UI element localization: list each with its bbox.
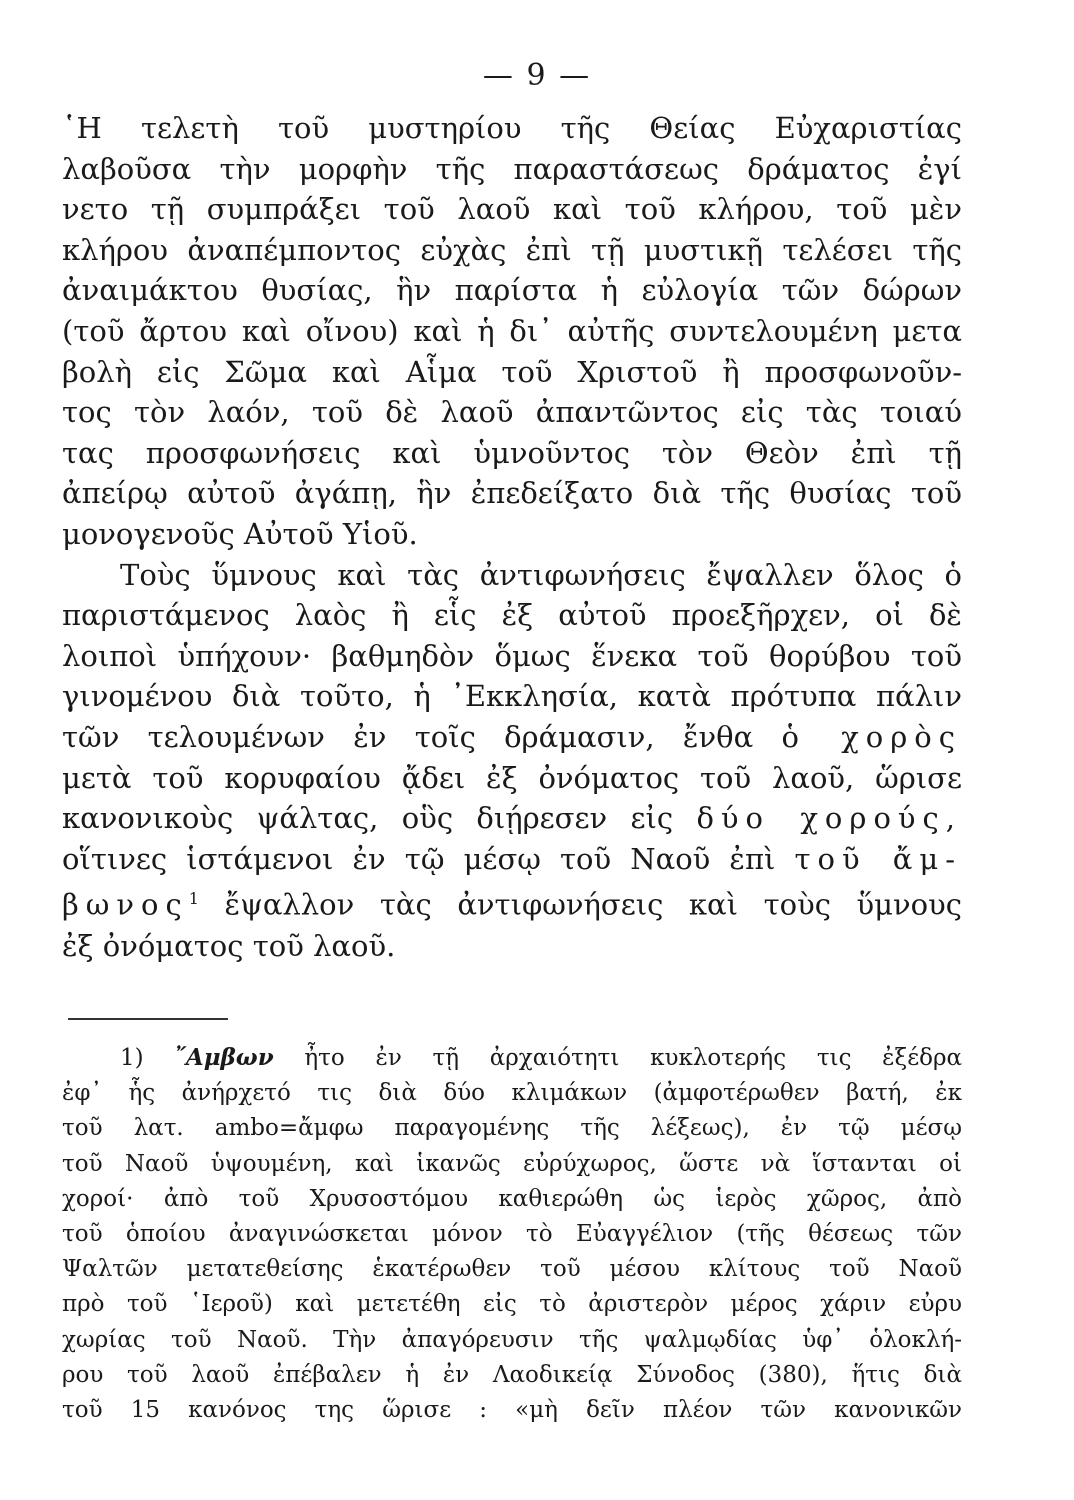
- text-segment: κανονικοὺς ψάλτας, οὓς διῄρεσεν εἰς: [62, 801, 674, 836]
- footnotes: [62, 1040, 962, 1428]
- text-line: [62, 717, 962, 758]
- footnote-line: χοροί· ἀπὸ τοῦ Χρυσοστόμου καθιερώθη ὡς ἱερὸς χῶρος, ἀπὸ: [62, 1185, 962, 1212]
- text-line: βολὴ εἰς Σῶμα καὶ Αἷμα τοῦ Χριστοῦ ἢ προσφωνοῦν-: [62, 354, 962, 389]
- text-line: παριστάμενος λαὸς ἢ εἷς ἐξ αὐτοῦ προεξῆρχεν, οἱ δὲ: [62, 598, 962, 633]
- text-line: μετὰ τοῦ κορυφαίου ᾄδει ἐξ ὀνόματος τοῦ λαοῦ, ὥρισε: [62, 760, 962, 795]
- text-line: τος τὸν λαόν, τοῦ δὲ λαοῦ ἀπαντῶντος εἰς τὰς τοιαύ: [62, 395, 962, 430]
- text-line: τας προσφωνήσεις καὶ ὑμνοῦντος τὸν Θεὸν ἐπὶ τῇ: [62, 435, 962, 470]
- footnote-term: ῎Αμβων: [174, 1044, 274, 1071]
- footnote-divider: [68, 1018, 228, 1020]
- text-segment: οἵτινες ἱστάμενοι ἐν τῷ μέσῳ τοῦ Ναοῦ ἐπὶ: [62, 841, 776, 876]
- spaced-term: τοῦ ἄμ-: [794, 841, 962, 876]
- text-segment: ἦτο ἐν τῇ ἀρχαιότητι κυκλοτερής τις ἐξέδρα: [304, 1045, 962, 1071]
- main-text: [62, 108, 962, 966]
- text-line: νετο τῇ συμπράξει τοῦ λαοῦ καὶ τοῦ κλήρου, τοῦ μὲν: [62, 192, 962, 227]
- text-line: γινομένου διὰ τοῦτο, ἡ ᾿Εκκλησία, κατὰ πρότυπα πάλιν: [62, 679, 962, 714]
- footnote-line: τοῦ λατ. ambo=ἄμφω παραγομένης τῆς λέξεως), ἐν τῷ μέσῳ: [62, 1115, 962, 1142]
- spaced-term: ὁ χορὸς: [781, 719, 962, 754]
- text-line: λοιποὶ ὑπήχουν· βαθμηδὸν ὅμως ἕνεκα τοῦ θορύβου τοῦ: [62, 638, 962, 673]
- footnote-line: ρου τοῦ λαοῦ ἐπέβαλεν ἡ ἐν Λαοδικείᾳ Σύνοδος (380), ἥτις διὰ: [62, 1361, 962, 1388]
- text-segment: τῶν τελουμένων ἐν τοῖς δράμασιν, ἔνθα: [62, 719, 754, 754]
- footnote-marker: 1: [188, 889, 199, 909]
- footnote-line: χωρίας τοῦ Ναοῦ. Τὴν ἀπαγόρευσιν τῆς ψαλμῳδίας ὑφ᾽ ὁλοκλή-: [62, 1326, 962, 1353]
- text-line: λαβοῦσα τὴν μορφὴν τῆς παραστάσεως δράματος ἐγί: [62, 151, 962, 186]
- text-line: μονογενοῦς Αὐτοῦ Υἱοῦ.: [62, 516, 418, 551]
- text-line: ἐξ ὀνόματος τοῦ λαοῦ.: [62, 928, 396, 963]
- paragraph-2: [62, 555, 962, 967]
- text-line: (τοῦ ἄρτου καὶ οἴνου) καὶ ἡ δι᾽ αὐτῆς συντελουμένη μετα: [62, 313, 962, 348]
- text-line: [62, 879, 962, 925]
- text-line: ἀναιμάκτου θυσίας, ἣν παρίστα ἡ εὐλογία τῶν δώρων: [62, 273, 962, 308]
- spaced-term: δύο χορούς,: [696, 801, 962, 836]
- footnote-line: τοῦ Ναοῦ ὑψουμένη, καὶ ἱκανῶς εὐρύχωρος, ὥστε νὰ ἵστανται οἱ: [62, 1150, 962, 1177]
- page-number: — 9 —: [482, 58, 592, 93]
- footnote-line: ἐφ᾽ ἧς ἀνήρχετό τις διὰ δύο κλιμάκων (ἀμφοτέρωθεν βατή, ἐκ: [62, 1080, 962, 1107]
- spaced-term: βωνος: [62, 887, 189, 922]
- text-line: ῾Η τελετὴ τοῦ μυστηρίου τῆς Θείας Εὐχαριστίας: [62, 111, 962, 145]
- footnote-line: πρὸ τοῦ ῾Ιεροῦ) καὶ μετετέθη εἰς τὸ ἀριστερὸν μέρος χάριν εὐρυ: [62, 1291, 962, 1318]
- text-line: Τοὺς ὕμνους καὶ τὰς ἀντιφωνήσεις ἔψαλλεν ὅλος ὁ: [120, 557, 962, 592]
- paragraph-1: [62, 108, 962, 555]
- footnote-line: τοῦ 15 κανόνος της ὥρισε : «μὴ δεῖν πλέον τῶν κανονικῶν: [62, 1397, 962, 1424]
- text-line: κλήρου ἀναπέμποντος εὐχὰς ἐπὶ τῇ μυστικῇ τελέσει τῆς: [62, 232, 962, 267]
- text-line: [62, 798, 962, 839]
- text-line: ἀπείρῳ αὐτοῦ ἀγάπῃ, ἣν ἐπεδείξατο διὰ τῆς θυσίας τοῦ: [62, 476, 962, 511]
- footnote-line: τοῦ ὁποίου ἀναγινώσκεται μόνον τὸ Εὐαγγέλιον (τῆς θέσεως τῶν: [62, 1221, 962, 1248]
- footnote-line: [62, 1040, 962, 1076]
- text-line: [62, 839, 962, 880]
- footnote-number: 1): [120, 1045, 144, 1071]
- text-segment: ἔψαλλον τὰς ἀντιφωνήσεις καὶ τοὺς ὕμνους: [224, 887, 962, 922]
- footnote-line: Ψαλτῶν μετατεθείσης ἑκατέρωθεν τοῦ μέσου κλίτους τοῦ Ναοῦ: [62, 1256, 962, 1283]
